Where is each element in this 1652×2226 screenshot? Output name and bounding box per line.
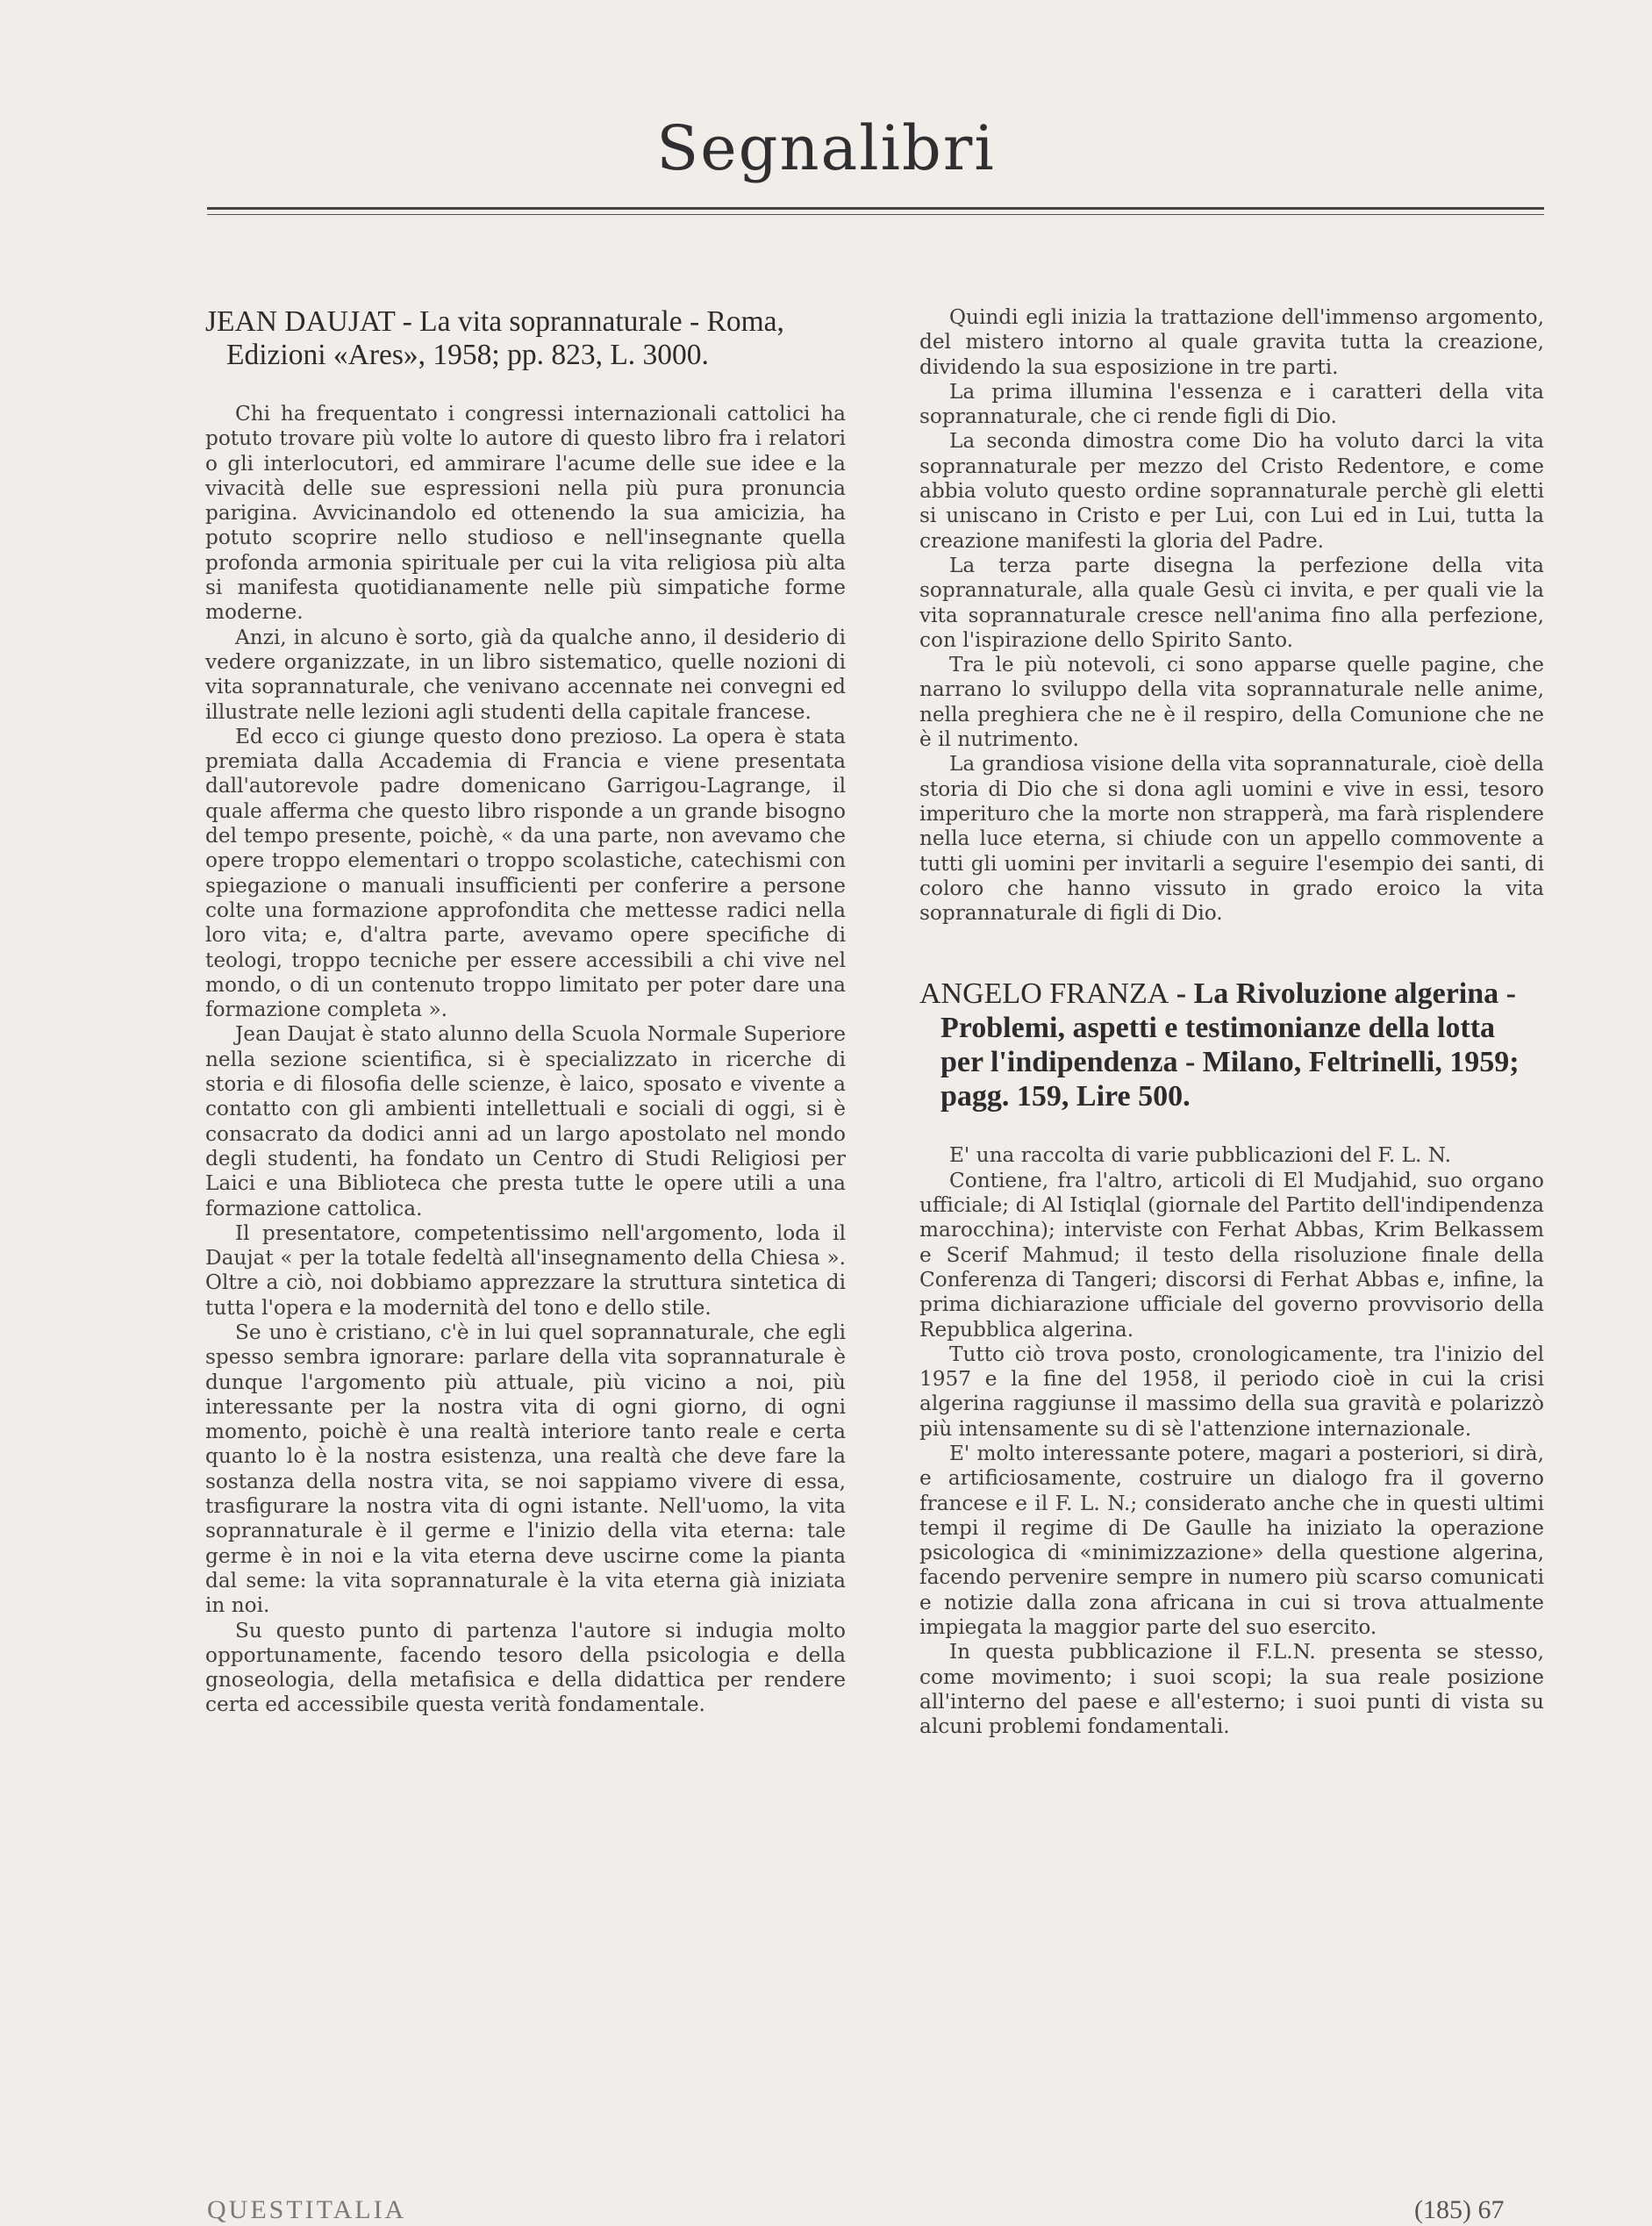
book-heading [919,977,1544,1113]
title-rule-thin [207,214,1544,215]
paragraph: E' una raccolta di varie pubblicazioni del F. L. N. [949,1143,1451,1168]
paragraph: Il presentatore, competentissimo nell'argomento, loda il Daujat « per la totale fedeltà all'insegnamento della Chiesa ». Oltre a ciò, noi dobbiamo apprezzare la struttura sintetica di tutta l'opera e la modernità del tono e dello stile. [205,1220,846,1320]
paragraph: Quindi egli inizia la trattazione dell'immenso argomento, del mistero intorno al quale gravita tutta la creazione, dividendo la sua esposizione in tre parti. [919,305,1544,379]
paragraph: Se uno è cristiano, c'è in lui quel soprannaturale, che egli spesso sembra ignorare: parlare della vita soprannaturale è dunque l'argomento più attuale, più vicino a noi, più interessante per la nostra vita di ogni giorno, di ogni momento, poichè è una realtà interiore tanto reale e certa quanto lo è la nostra esistenza, una realtà che deve fare la sostanza della nostra vita, se noi sappiamo vivere di essa, trasfigurare la nostra vita di ogni istante. Nell'uomo, la vita soprannaturale è il germe e l'inizio della vita eterna: tale germe è in noi e la vita eterna deve uscirne come la pianta dal seme: la vita soprannaturale è la vita eterna già iniziata in noi. [205,1320,846,1618]
magazine-name: QUESTITALIA [207,2195,407,2224]
book-author: ANGELO FRANZA [919,977,1169,1011]
paragraph: Chi ha frequentato i congressi internazionali cattolici ha potuto trovare più volte lo autore di questo libro fra i relatori o gli interlocutori, ed ammirare l'acume delle sue idee e la vivacità delle sue espressioni nella più pura pronuncia parigina. Avvicinandolo ed ottenendo la sua amicizia, ha potuto scoprire nello studioso e nell'insegnante quella profonda armonia spirituale per cui la vita religiosa più alta si manifesta quotidianamente nelle più simpatiche forme moderne. [205,402,846,625]
right-column [919,305,1544,1740]
paragraph: La terza parte disegna la perfezione della vita soprannaturale, alla quale Gesù ci invita, e per quali vie la vita soprannaturale cresce nell'anima fino alla perfezione, con l'ispirazione dello Spirito Santo. [919,553,1544,652]
page-number: (185) 67 [1414,2195,1505,2224]
book-heading: JEAN DAUJAT - La vita soprannaturale - Roma, Edizioni «Ares», 1958; pp. 823, L. 3000. [205,305,784,371]
paragraph: La grandiosa visione della vita soprannaturale, cioè della storia di Dio che si dona agli uomini e vive in essi, tesoro imperituro che la morte non strapperà, ma farà risplendere nella luce eterna, si chiude con un appello commovente a tutti gli uomini per invitarli a seguire l'esempio dei santi, di coloro che hanno vissuto in grado eroico la vita soprannaturale di figli di Dio. [919,752,1544,926]
paragraph: E' molto interessante potere, magari a posteriori, si dirà, e artificiosamente, costruire un dialogo fra il governo francese e il F. L. N.; considerato anche che in questi ultimi tempi il regime di De Gaulle ha iniziato la operazione psicologica di «minimizzazione» della questione algerina, facendo pervenire sempre in numero più scarso comunicati e notizie dalla zona africana in cui si trova attualmente impiegata la maggior parte del suo esercito. [919,1441,1544,1640]
book-details: - La Rivoluzione algerina - Problemi, aspetti e testimonianze della lotta per l'indipendenza - Milano, Feltrinelli, 1959; pagg. 159, Lire 500. [940,977,1520,1113]
paragraph: Tra le più notevoli, ci sono apparse quelle pagine, che narrano lo sviluppo della vita soprannaturale nelle anime, nella preghiera che ne è il respiro, della Comunione che ne è il nutrimento. [919,653,1544,752]
left-column [205,305,846,1718]
title-rule [207,207,1544,210]
paragraph: Anzi, in alcuno è sorto, già da qualche anno, il desiderio di vedere organizzate, in un libro sistematico, quelle nozioni di vita soprannaturale, che venivano accennate nei convegni ed illustrate nelle lezioni agli studenti della capitale francese. [205,625,846,724]
paragraph: Ed ecco ci giunge questo dono prezioso. La opera è stata premiata dalla Accademia di Francia e viene presentata dall'autorevole padre domenicano Garrigou-Lagrange, il quale afferma che questo libro risponde a un grande bisogno del tempo presente, poichè, « da una parte, non avevamo che opere troppo elementari o troppo scolastiche, catechismi con spiegazione o manuali insufficienti per conferire a persone colte una formazione approfondita che mettesse radici nella loro vita; e, d'altra parte, avevamo opere specifiche di teologi, troppo tecniche per essere accessibili a chi vive nel mondo, o di un contenuto troppo limitato per poter dare una formazione completa ». [205,724,846,1022]
paragraph: In questa pubblicazione il F.L.N. presenta se stesso, come movimento; i suoi scopi; la sua reale posizione all'interno del paese e all'esterno; i suoi punti di vista su alcuni problemi fondamentali. [919,1640,1544,1739]
paragraph: Su questo punto di partenza l'autore si indugia molto opportunamente, facendo tesoro della psicologia e della gnoseologia, della metafisica e della didattica per rendere certa ed accessibile questa verità fondamentale. [205,1618,846,1717]
paragraph: La seconda dimostra come Dio ha voluto darci la vita soprannaturale per mezzo del Cristo Redentore, e come abbia voluto questo ordine soprannaturale perchè gli eletti si uniscano in Cristo e per Lui, con Lui ed in Lui, tutta la creazione manifesti la gloria del Padre. [919,429,1544,553]
paragraph: La prima illumina l'essenza e i caratteri della vita soprannaturale, che ci rende figli di Dio. [919,379,1544,429]
paragraph: Tutto ciò trova posto, cronologicamente, tra l'inizio del 1957 e la fine del 1958, il periodo cioè in cui la crisi algerina raggiunse il massimo della sua gravità e polarizzò più intensamente su di sè l'attenzione internazionale. [919,1342,1544,1441]
paragraph: Jean Daujat è stato alunno della Scuola Normale Superiore nella sezione scientifica, si è specializzato in ricerche di storia e di filosofia delle scienze, è laico, sposato e vivente a contatto con gli ambienti intellettuali e sociali di oggi, si è consacrato da dodici anni ad un largo apostolato nel mondo degli studenti, ha fondato un Centro di Studi Religiosi per Laici e una Biblioteca che presta tutte le opere utili a una formazione cattolica. [205,1022,846,1220]
page-title: Segnalibri [656,112,996,184]
paragraph: Contiene, fra l'altro, articoli di El Mudjahid, suo organo ufficiale; di Al Istiqlal (giornale del Partito dell'indipendenza marocchina); interviste con Ferhat Abbas, Krim Belkassem e Scerif Mahmud; il testo della risoluzione finale della Conferenza di Tangeri; discorsi di Ferhat Abbas e, infine, la prima dichiarazione ufficiale del governo provvisorio della Repubblica algerina. [919,1168,1544,1342]
